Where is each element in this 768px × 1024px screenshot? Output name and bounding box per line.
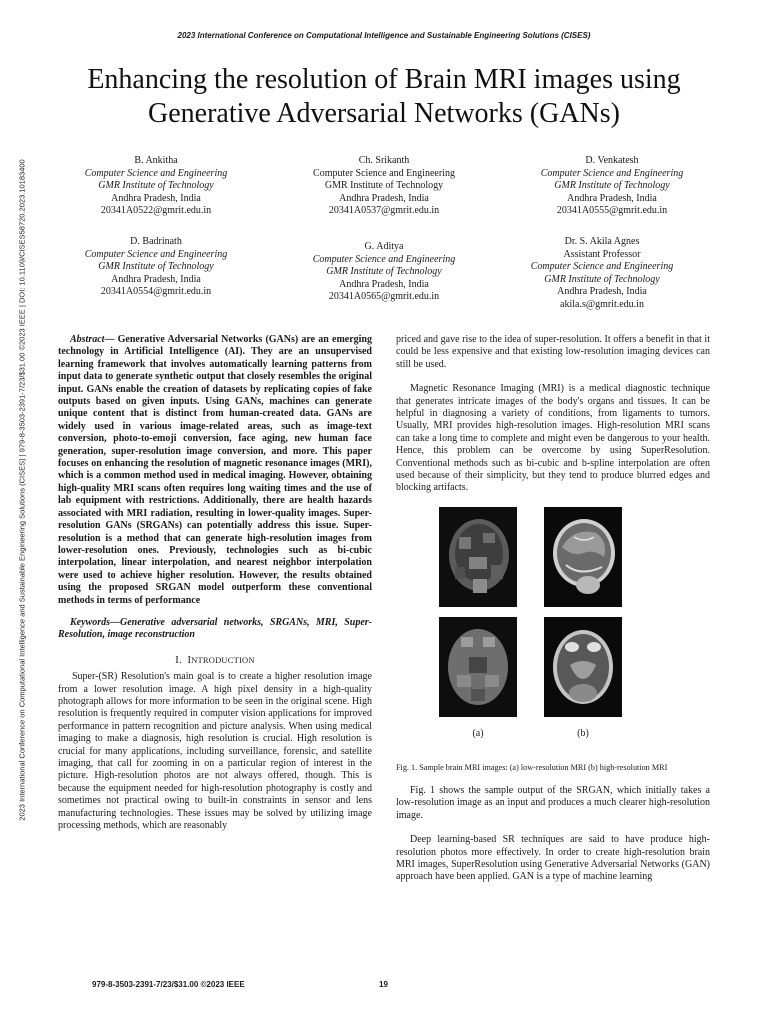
abstract-label: Abstract	[70, 334, 105, 345]
author-email: 20341A0565@gmrit.edu.in	[328, 291, 440, 302]
left-column	[58, 334, 372, 832]
abstract-text: — Generative Adversarial Networks (GANs) are an emerging technology in Artificial Intelligence (AI). They are an unsupervised learning framework that involves automatically learning patterns from input data to generate synthetic output that closely resembles the original input. GANs enable the creation of datasets by replicating copies of fake outputs based on given inputs. Using GANs, machines can generate unique content that is distinct from human-created data. GANs are widely used in various image-related areas, such as image-text conversion, photo-to-emoji conversion, face aging, new human face generation, super-resolution image conversion, and more. This paper focuses on enhancing the resolution of magnetic resonance images (MRI), which is a common method used in medical imaging. However, obtaining high-quality MRI scans often requires long waiting times and the use of lab equipment with restrictions. Additionally, there are health hazards associated with MRI radiation, resulting in lower-quality images. Super-resolution GANs (SRGANs) can potentially address this issue. Super-resolution is a method that can generate high-resolution images from lower-resolution ones. Previously, technologies such as bi-cubic interpolation, linear interpolation, and nearest neighbor interpolation were used to achieve higher resolution. However, the results obtained using the proposed SRGAN model outperform these conventional methods in terms of performance	[58, 334, 372, 606]
author-dept: Computer Science and Engineering	[540, 167, 684, 179]
section-number: I.	[175, 654, 182, 666]
author-dept: Computer Science and Engineering	[312, 253, 456, 265]
mri-image-lowres-top-graphic	[439, 507, 517, 607]
paragraph: Magnetic Resonance Imaging (MRI) is a medical diagnostic technique that generates intricate images of the body's organs and tissues. It can be helpful in diagnosing a variety of conditions, from ligaments to tumors. Usually, MRI provides high-resolution images. High-resolution MRI scans can take a long time to complete and might even be dangerous to your health. Hence, this problem can be overcome by using SuperResolution. Conventional methods such as bi-cubic and b-spline interpolation are often used because of their simplicity, but they tend to produce blurred edges and blocking artifacts.	[396, 383, 710, 494]
footer-copyright: 979-8-3503-2391-7/23/$31.00 ©2023 IEEE	[92, 980, 245, 989]
author-location: Andhra Pradesh, India	[111, 192, 201, 204]
mri-image-lowres-bottom	[439, 617, 517, 717]
author-email: 20341A0522@gmrit.edu.in	[100, 205, 212, 216]
conference-header: 2023 International Conference on Computational Intelligence and Sustainable Engineering Solutions (CISES)	[177, 31, 591, 40]
mri-image-highres-top-graphic	[544, 507, 622, 607]
author-email: 20341A0537@gmrit.edu.in	[328, 205, 440, 216]
figure-label-b: (b)	[577, 727, 589, 739]
right-column	[396, 334, 710, 884]
author-email: 20341A0555@gmrit.edu.in	[556, 205, 668, 216]
author-name: G. Aditya	[364, 241, 404, 252]
author-block	[284, 155, 484, 218]
figure-caption: Fig. 1. Sample brain MRI images: (a) low-resolution MRI (b) high-resolution MRI	[396, 762, 668, 772]
author-name: D. Venkatesh	[585, 155, 639, 166]
side-doi-strip: 2023 International Conference on Computational Intelligence and Sustainable Engineering Solutions (CISES) | 979-8-3503-2391-7/23/$31.00 ©2023 IEEE | DOI: 10.1109/CISES58720.2023.10183400	[17, 159, 27, 821]
author-name: Ch. Srikanth	[358, 155, 410, 166]
mri-image-lowres-top	[439, 507, 517, 607]
author-inst: GMR Institute of Technology	[98, 180, 214, 191]
paragraph: Super-(SR) Resolution's main goal is to create a higher resolution image from a lower resolution image. A high pixel density in a high-quality photograph allows for more information to be seen in the original scene. High resolution is frequently required in computer vision applications for improved performance in pattern recognition and picture analysis. When using medical imaging to make a diagnosis, high resolution is crucial. High resolution is crucial for many applications, including surveillance, forensic, and satellite imaging, that call for zooming in on a particular region of interest in the picture. High-resolution photos are not always offered, though. This is because the equipment needed for high-resolution photography is costly and sometimes not practical owing to built-in constraints in sensor and lens manufacturing technologies. These issues may be solved by utilizing image processing methods, which are reasonably	[58, 671, 372, 832]
author-block	[502, 236, 702, 311]
paragraph: priced and gave rise to the idea of super-resolution. It offers a benefit in that it could be less expensive and that existing low-resolution imaging devices can still be used.	[396, 334, 710, 370]
author-dept: Computer Science and Engineering	[84, 248, 228, 260]
section-title-rest: NTRODUCTION	[191, 654, 255, 665]
author-location: Andhra Pradesh, India	[111, 273, 201, 285]
author-inst: GMR Institute of Technology	[326, 266, 442, 277]
author-block	[284, 241, 484, 304]
figure	[396, 507, 710, 757]
author-dept: Computer Science and Engineering	[313, 167, 455, 179]
author-location: Andhra Pradesh, India	[567, 192, 657, 204]
section-initial: I	[187, 654, 192, 666]
author-block	[512, 155, 712, 218]
author-role: Assistant Professor	[563, 248, 641, 260]
keywords-text: Generative adversarial networks, SRGANs, MRI, Super-Resolution, image reconstruction	[58, 616, 372, 641]
author-location: Andhra Pradesh, India	[339, 278, 429, 290]
paragraph: Deep learning-based SR techniques are said to have produce high-resolution photos more effectively. In order to create high-resolution brain MRI images, SuperResolution using Generative Adversarial Networks (GAN) approach have been applied. GAN is a type of machine learning	[396, 834, 710, 883]
author-email: akila.s@gmrit.edu.in	[560, 298, 644, 310]
page-number: 19	[379, 980, 388, 989]
author-email: 20341A0554@gmrit.edu.in	[100, 286, 212, 297]
figure-label-a: (a)	[472, 727, 484, 739]
keywords	[58, 617, 372, 642]
author-name: D. Badrinath	[130, 236, 182, 247]
keywords-label: Keywords—	[70, 616, 120, 628]
paper-title: Enhancing the resolution of Brain MRI images using Generative Adversarial Networks (GANs)	[87, 64, 681, 129]
mri-image-highres-bottom	[544, 617, 622, 717]
paragraph: Fig. 1 shows the sample output of the SRGAN, which initially takes a low-resolution image as an input and produces a much clearer high-resolution image.	[396, 784, 710, 821]
author-inst: GMR Institute of Technology	[554, 180, 670, 191]
section-heading	[58, 654, 372, 667]
author-location: Andhra Pradesh, India	[557, 286, 647, 297]
mri-image-lowres-bottom-graphic	[439, 617, 517, 717]
mri-image-highres-bottom-graphic	[544, 617, 622, 717]
author-dept: Computer Science and Engineering	[530, 261, 674, 272]
abstract	[58, 334, 372, 607]
author-block	[56, 236, 256, 299]
author-inst: GMR Institute of Technology	[544, 273, 660, 285]
author-inst: GMR Institute of Technology	[324, 180, 444, 191]
author-block	[56, 155, 256, 218]
author-name: B. Ankitha	[134, 155, 178, 166]
author-dept: Computer Science and Engineering	[84, 167, 228, 179]
author-inst: GMR Institute of Technology	[98, 261, 214, 272]
author-location: Andhra Pradesh, India	[339, 192, 429, 204]
mri-image-highres-top	[544, 507, 622, 607]
author-name: Dr. S. Akila Agnes	[564, 236, 640, 247]
